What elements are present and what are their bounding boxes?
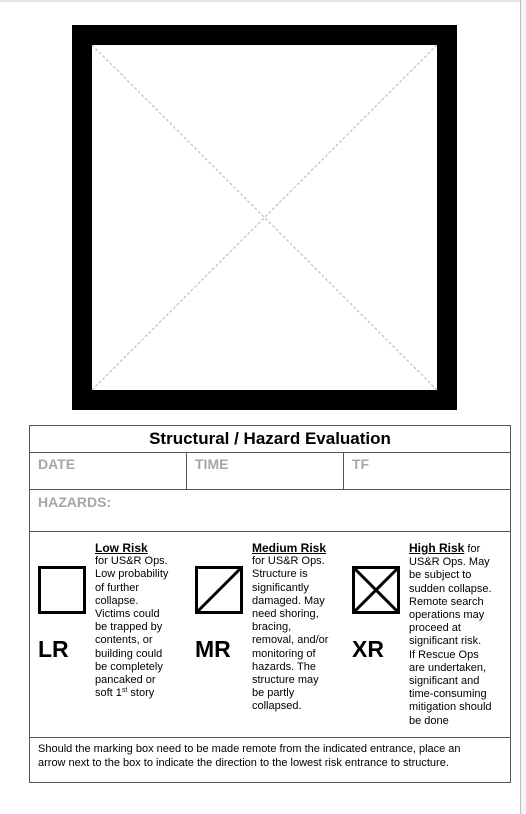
low-risk-description bbox=[95, 542, 185, 700]
high-risk-code: XR bbox=[352, 636, 384, 662]
low-risk-symbol-icon bbox=[38, 566, 86, 614]
high-risk-line: operations may bbox=[409, 609, 485, 622]
high-risk-line: mitigation should bbox=[409, 701, 492, 714]
low-risk-line: collapse. bbox=[95, 594, 139, 607]
structural-hazard-evaluation-form bbox=[29, 425, 511, 783]
high-risk-heading-suffix: for bbox=[464, 543, 481, 555]
low-risk-line: pancaked or bbox=[95, 674, 156, 687]
risk-legend bbox=[30, 532, 510, 738]
date-field[interactable] bbox=[30, 453, 187, 489]
high-risk-line: significant and bbox=[409, 675, 480, 688]
low-risk-last-line-pre: soft 1 bbox=[95, 687, 122, 700]
high-risk-line: significant risk. bbox=[409, 635, 482, 648]
medium-risk-line: monitoring of bbox=[252, 647, 316, 660]
medium-risk-line: damaged. May bbox=[252, 594, 325, 607]
medium-risk-line: removal, and/or bbox=[252, 634, 329, 647]
low-risk-last-line bbox=[95, 687, 185, 700]
page-top-edge bbox=[0, 0, 526, 2]
high-risk-line: time-consuming bbox=[409, 688, 487, 701]
medium-risk-symbol-icon bbox=[195, 566, 243, 614]
remote-marking-note-line: Should the marking box need to be made remote from the indicated entrance, place an bbox=[38, 743, 461, 755]
marking-box bbox=[72, 25, 457, 410]
date-time-tf-row bbox=[30, 453, 510, 490]
low-risk-line: contents, or bbox=[95, 634, 153, 647]
low-risk-line: for US&R Ops. bbox=[95, 555, 168, 568]
hazards-label: HAZARDS: bbox=[38, 494, 112, 510]
medium-risk-line: for US&R Ops. bbox=[252, 555, 325, 568]
marking-box-diagonal-a bbox=[92, 45, 437, 390]
high-risk-line: be done bbox=[409, 714, 449, 727]
time-label: TIME bbox=[195, 456, 229, 472]
form-title: Structural / Hazard Evaluation bbox=[30, 426, 510, 453]
medium-risk-description bbox=[252, 542, 347, 714]
high-risk-description bbox=[409, 542, 507, 728]
high-risk-heading: High Risk bbox=[409, 541, 465, 555]
medium-risk-line: structure may bbox=[252, 674, 319, 687]
medium-risk-line: collapsed. bbox=[252, 700, 302, 713]
medium-risk-code: MR bbox=[195, 636, 231, 662]
medium-risk-line: bracing, bbox=[252, 621, 292, 634]
medium-risk-line: need shoring, bbox=[252, 608, 319, 621]
high-risk-line: Remote search bbox=[409, 595, 484, 608]
marking-box-diagonal-b bbox=[92, 45, 437, 390]
remote-marking-note bbox=[30, 738, 510, 770]
low-risk-line: of further bbox=[95, 581, 140, 594]
low-risk-line: be trapped by bbox=[95, 621, 163, 634]
tf-field[interactable] bbox=[344, 453, 510, 489]
medium-risk-heading: Medium Risk bbox=[252, 541, 327, 555]
marking-box-graphic bbox=[72, 25, 457, 410]
low-risk-heading: Low Risk bbox=[95, 541, 148, 555]
page-right-edge bbox=[520, 0, 526, 814]
high-risk-line: proceed at bbox=[409, 622, 461, 635]
tf-label: TF bbox=[352, 456, 370, 472]
high-risk-line: are undertaken, bbox=[409, 661, 487, 674]
low-risk-line: building could bbox=[95, 647, 163, 660]
medium-risk-line: hazards. The bbox=[252, 660, 317, 673]
low-risk-last-line-sup: st bbox=[121, 687, 128, 695]
date-label: DATE bbox=[38, 456, 76, 472]
remote-marking-note-line: arrow next to the box to indicate the direction to the lowest risk entrance to structure. bbox=[38, 757, 449, 769]
low-risk-line: Low probability bbox=[95, 568, 169, 581]
time-field[interactable] bbox=[187, 453, 344, 489]
high-risk-line: If Rescue Ops bbox=[409, 648, 479, 661]
medium-risk-line: Structure is bbox=[252, 568, 308, 581]
low-risk-line: be completely bbox=[95, 660, 163, 673]
medium-risk-line: significantly bbox=[252, 581, 309, 594]
high-risk-heading-line bbox=[409, 542, 507, 556]
low-risk-last-line-post: story bbox=[127, 687, 155, 700]
high-risk-line: sudden collapse. bbox=[409, 582, 492, 595]
high-risk-symbol-icon bbox=[352, 566, 400, 614]
high-risk-line: be subject to bbox=[409, 569, 472, 582]
hazards-field[interactable] bbox=[30, 490, 510, 532]
marking-box-frame bbox=[82, 35, 447, 400]
medium-risk-line: be partly bbox=[252, 687, 295, 700]
high-risk-line: US&R Ops. May bbox=[409, 556, 490, 569]
low-risk-code: LR bbox=[38, 636, 69, 662]
low-risk-line: Victims could bbox=[95, 608, 160, 621]
